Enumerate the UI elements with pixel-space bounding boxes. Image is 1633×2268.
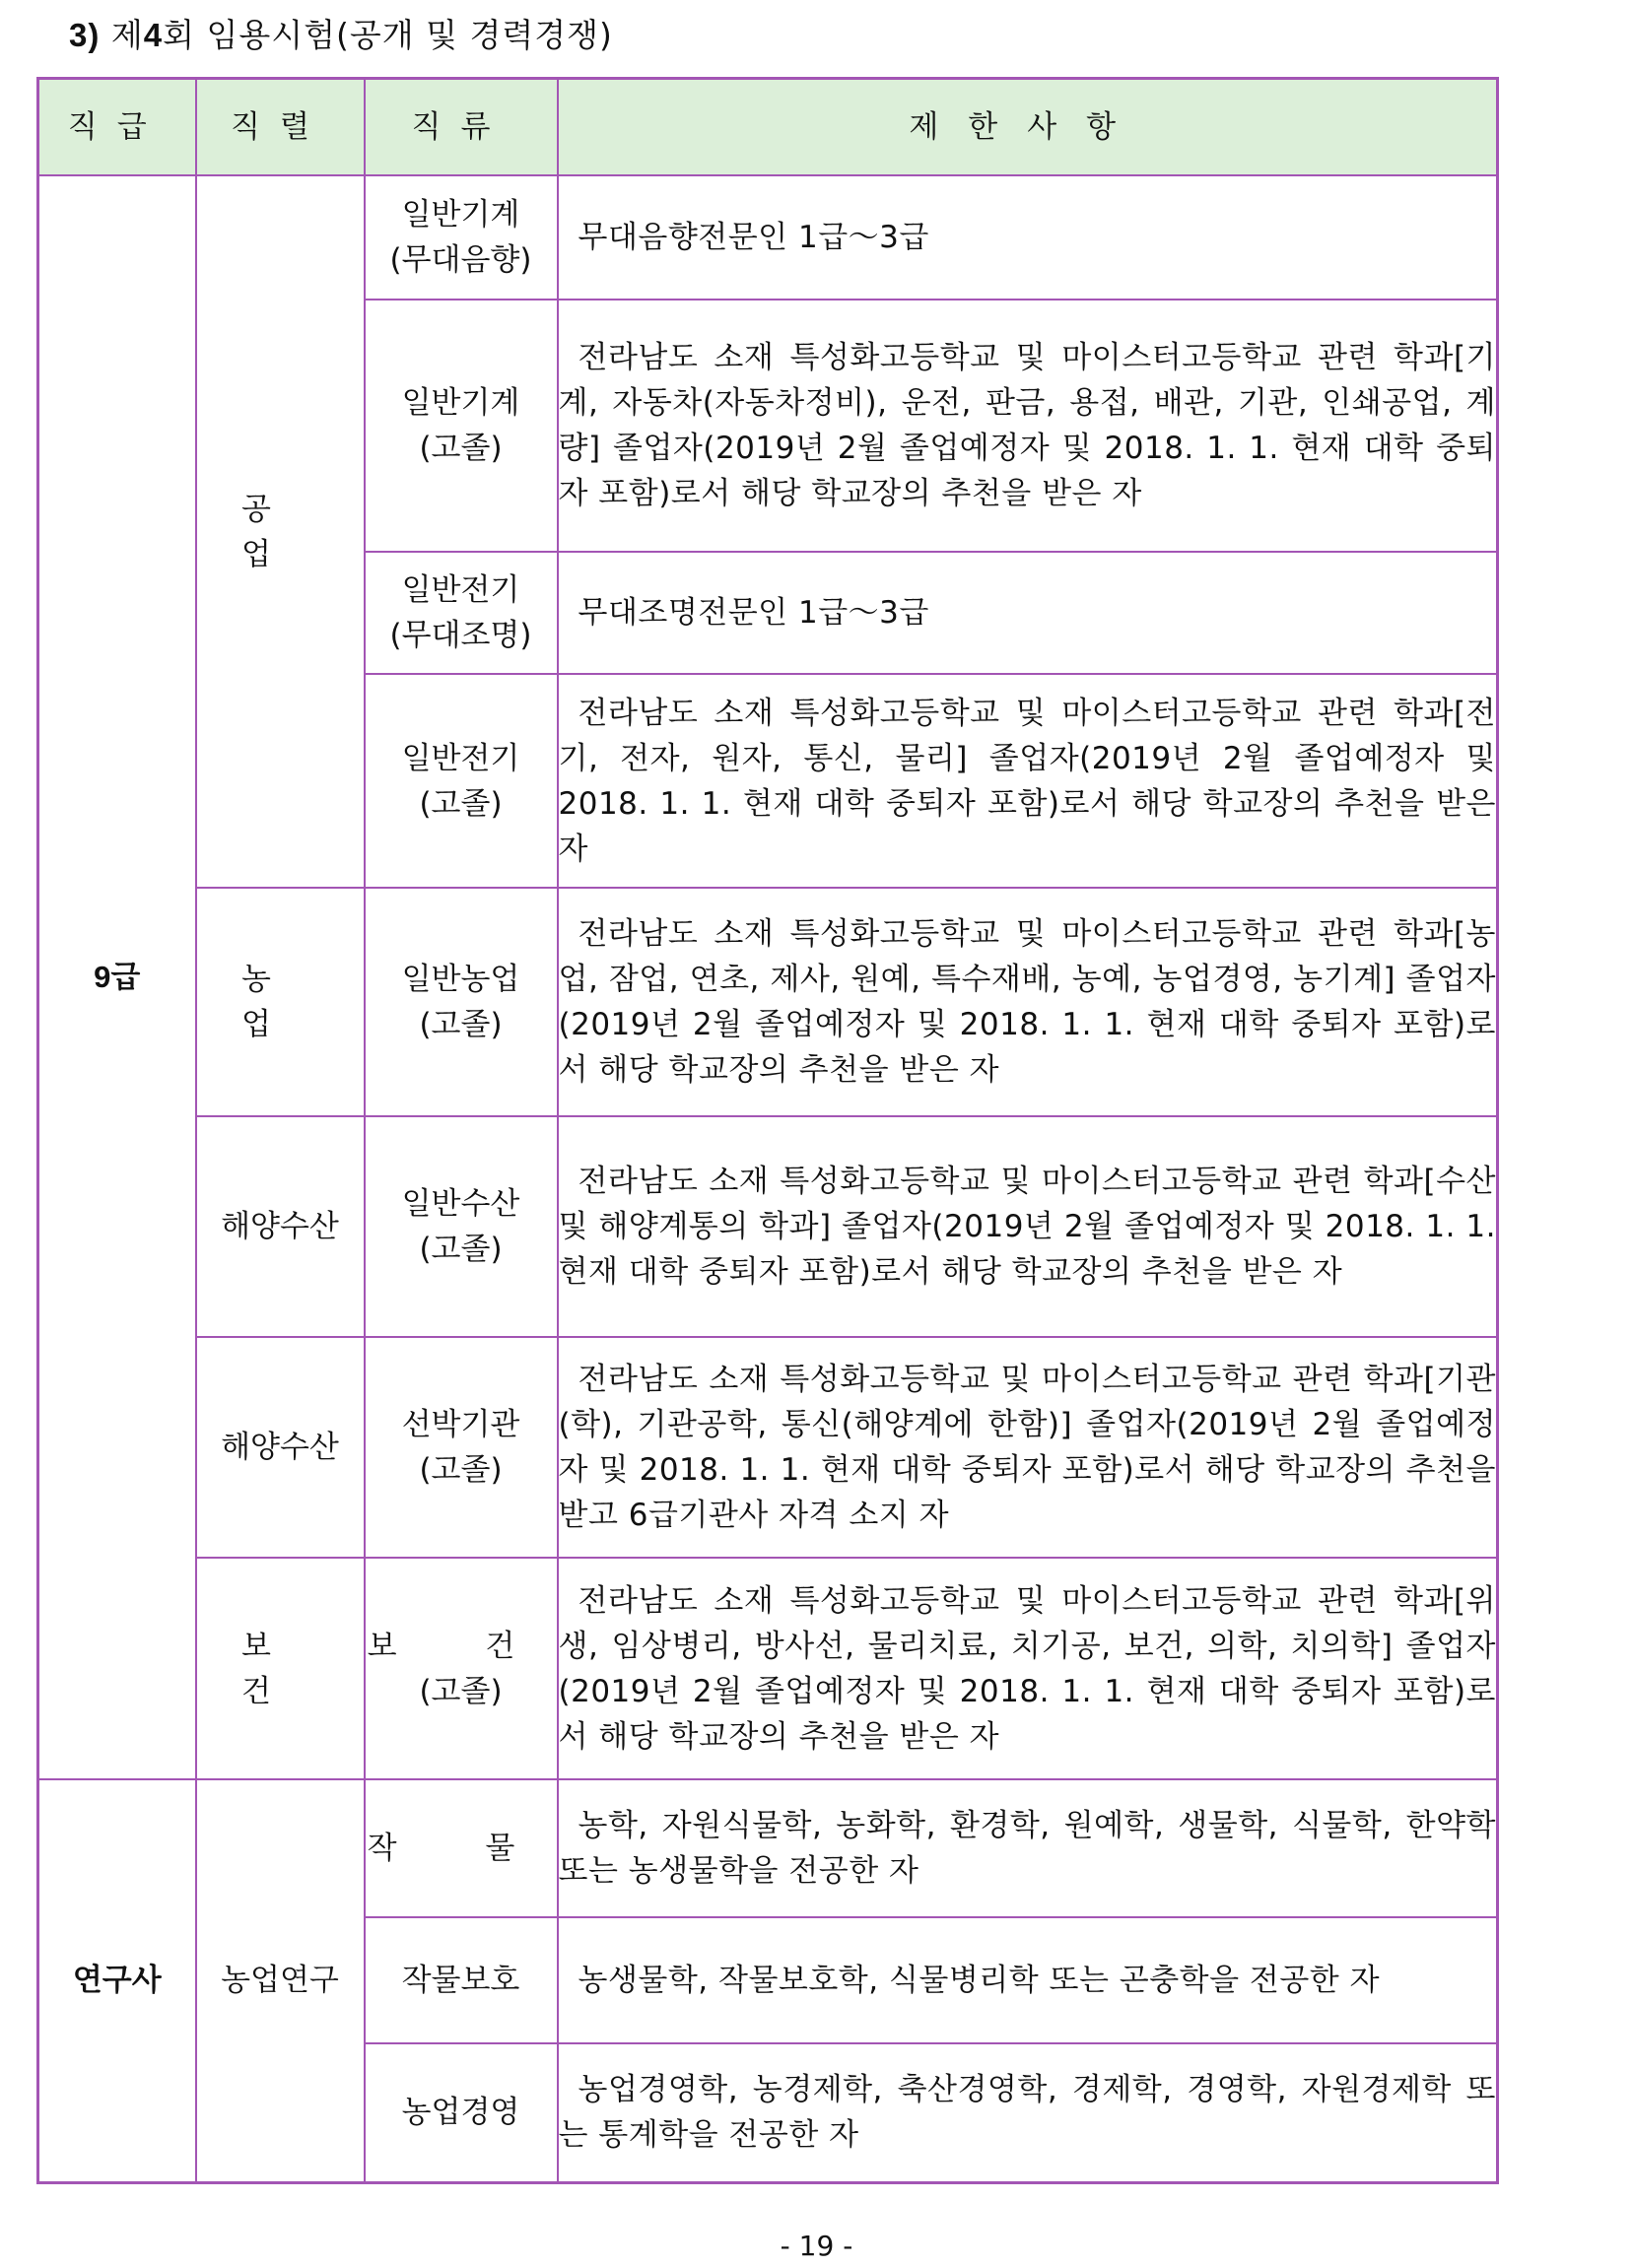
restriction-text: 농학, 자원식물학, 농화학, 환경학, 원예학, 생물학, 식물학, 한약학 또는 농생물학을 전공한 자 (558, 1808, 1496, 1889)
class-name: 일반수산 (401, 1186, 520, 1222)
restriction-cell (558, 175, 1498, 300)
series-cell: 농업연구 (196, 1779, 365, 2182)
restriction-cell (558, 1337, 1498, 1558)
class-qualifier: (무대조명) (389, 618, 532, 653)
class-cell: 작 물 (365, 1779, 558, 1917)
class-cell (365, 175, 558, 300)
class-cell (365, 888, 558, 1116)
restriction-text: 전라남도 소재 특성화고등학교 및 마이스터고등학교 관련 학과[농업, 잠업, 연초, 제사, 원예, 특수재배, 농예, 농업경영, 농기계] 졸업자(2019년 2월 졸업예정자 및 2018. 1. 1. 현재 대학 중퇴자 포함)로서 해당 학교장의 추천을 받은 자 (558, 916, 1496, 1088)
section-number: 3) (69, 17, 101, 53)
restriction-cell (558, 300, 1498, 552)
restriction-cell (558, 1558, 1498, 1779)
header-series: 직렬 (196, 79, 365, 176)
class-cell (365, 674, 558, 888)
table-row (38, 175, 1498, 300)
restriction-cell (558, 552, 1498, 674)
section-title-number: 4 (143, 17, 164, 53)
class-cell: 작물보호 (365, 1917, 558, 2043)
restriction-text: 전라남도 소재 특성화고등학교 및 마이스터고등학교 관련 학과[전기, 전자, 원자, 통신, 물리] 졸업자(2019년 2월 졸업예정자 및 2018. 1. 1. 현재 대학 중퇴자 포함)로서 해당 학교장의 추천을 받은 자 (558, 695, 1496, 867)
class-cell (365, 552, 558, 674)
restriction-text: 농생물학, 작물보호학, 식물병리학 또는 곤충학을 전공한 자 (578, 1963, 1381, 1998)
page-number: - 19 - (780, 2230, 853, 2262)
restriction-text: 전라남도 소재 특성화고등학교 및 마이스터고등학교 관련 학과[기관(학), 기관공학, 통신(해양계에 한함)] 졸업자(2019년 2월 졸업예정자 및 2018. 1. 1. 현재 대학 중퇴자 포함)로서 해당 학교장의 추천을 받고 6급기관사 자격 소지 자 (558, 1362, 1496, 1533)
class-name: 일반전기 (401, 740, 520, 776)
table-row (38, 1116, 1498, 1337)
restriction-cell (558, 888, 1498, 1116)
class-qualifier: (고졸) (419, 431, 503, 466)
class-name: 선박기관 (401, 1407, 520, 1442)
class-qualifier: (고졸) (419, 1232, 503, 1267)
class-qualifier: (고졸) (419, 1007, 503, 1042)
restriction-text: 전라남도 소재 특성화고등학교 및 마이스터고등학교 관련 학과[수산 및 해양계통의 학과] 졸업자(2019년 2월 졸업예정자 및 2018. 1. 1. 현재 대학 중퇴자 포함)로서 해당 학교장의 추천을 받은 자 (558, 1164, 1496, 1290)
class-name: 일반기계 (401, 385, 520, 421)
class-name: 일반기계 (401, 197, 520, 233)
class-cell (365, 1558, 558, 1779)
section-title-text: 회 임용시험(공개 및 경력경쟁) (163, 16, 613, 54)
class-cell (365, 1116, 558, 1337)
restriction-text: 무대조명전문인 1급～3급 (578, 595, 929, 631)
class-cell: 농업경영 (365, 2043, 558, 2182)
restriction-text: 전라남도 소재 특성화고등학교 및 마이스터고등학교 관련 학과[기계, 자동차(자동차정비), 운전, 판금, 용접, 배관, 기관, 인쇄공업, 계량] 졸업자(2019년 2월 졸업예정자 및 2018. 1. 1. 현재 대학 중퇴자 포함)로서 해당 학교장의 추천을 받은 자 (558, 340, 1496, 511)
section-title-prefix: 제 (110, 16, 144, 54)
grade-cell: 9급 (38, 175, 196, 1779)
restriction-table (36, 77, 1499, 2184)
series-cell: 해양수산 (196, 1337, 365, 1558)
series-cell: 보 건 (196, 1558, 365, 1779)
grade-cell: 연구사 (38, 1779, 196, 2182)
restriction-cell (558, 1116, 1498, 1337)
class-cell (365, 300, 558, 552)
header-restrictions: 제한사항 (558, 79, 1498, 176)
restriction-cell (558, 674, 1498, 888)
restriction-text: 무대음향전문인 1급～3급 (578, 220, 929, 255)
section-title (69, 10, 613, 56)
class-name: 일반농업 (401, 962, 520, 997)
table-row (38, 1337, 1498, 1558)
class-qualifier: (고졸) (419, 1673, 503, 1709)
class-name: 일반전기 (401, 572, 520, 608)
restriction-text: 전라남도 소재 특성화고등학교 및 마이스터고등학교 관련 학과[위생, 임상병리, 방사선, 물리치료, 치기공, 보건, 의학, 치의학] 졸업자(2019년 2월 졸업예정자 및 2018. 1. 1. 현재 대학 중퇴자 포함)로서 해당 학교장의 추천을 받은 자 (558, 1582, 1496, 1755)
class-qualifier: (고졸) (419, 1452, 503, 1488)
class-qualifier: (고졸) (419, 785, 503, 822)
restriction-cell (558, 1779, 1498, 1917)
series-cell: 농 업 (196, 888, 365, 1116)
class-cell (365, 1337, 558, 1558)
header-class: 직류 (365, 79, 558, 176)
restriction-cell (558, 1917, 1498, 2043)
table-header-row (38, 79, 1498, 176)
restriction-cell (558, 2043, 1498, 2182)
class-qualifier: (무대음향) (389, 242, 532, 278)
table-row (38, 888, 1498, 1116)
table-row (38, 1779, 1498, 1917)
header-grade: 직급 (38, 79, 196, 176)
restriction-text: 농업경영학, 농경제학, 축산경영학, 경제학, 경영학, 자원경제학 또는 통계학을 전공한 자 (558, 2072, 1496, 2154)
table-row (38, 1558, 1498, 1779)
class-name: 보 건 (367, 1628, 555, 1664)
series-cell: 해양수산 (196, 1116, 365, 1337)
series-cell: 공 업 (196, 175, 365, 888)
